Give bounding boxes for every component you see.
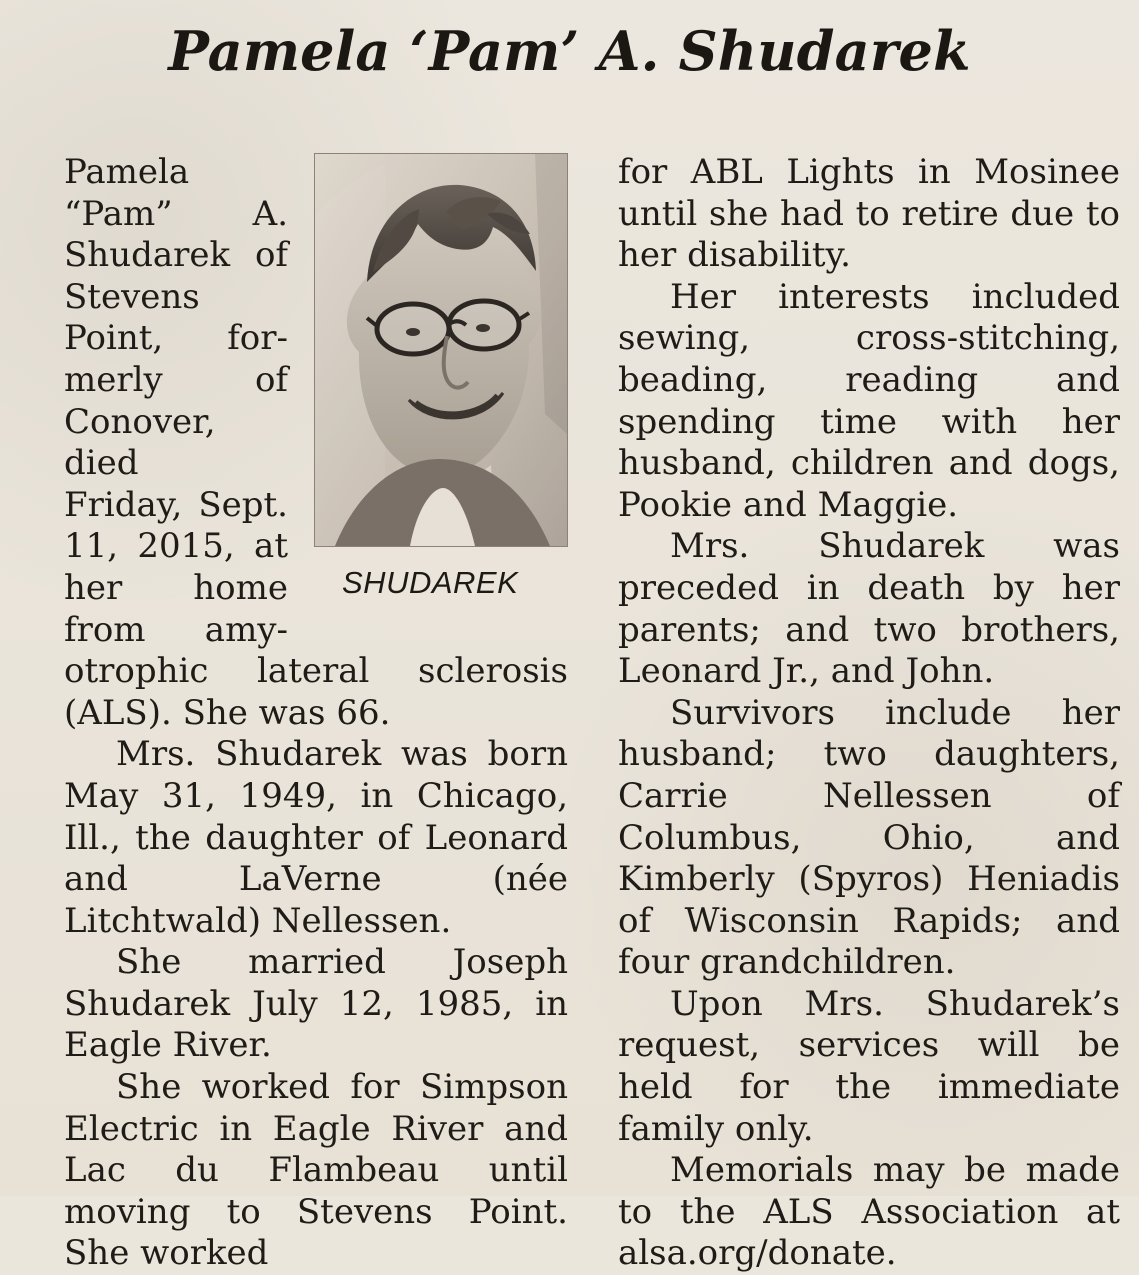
intro-wrapped-lines [64, 152, 288, 651]
intro-line-2: “Pam” A. [64, 193, 288, 234]
survivors-paragraph: Survivors include her husband; two daughters, Carrie Nellessen of Columbus, Ohio, and Kimberly (Spyros) Heniadis of Wisconsin Rapids; and four grandchildren. [618, 692, 1120, 983]
portrait-photo [314, 153, 568, 547]
intro-line-9: 11, 2015, at [64, 526, 288, 567]
birth-paragraph: Mrs. Shudarek was born May 31, 1949, in Chicago, Ill., the daughter of Leonard and LaVerne (née Litchtwald) Nellessen. [64, 734, 568, 941]
intro-line-11: from amy- [64, 609, 288, 650]
work-paragraph: She worked for Simpson Electric in Eagle River and Lac du Flambeau until moving to Stevens Point. She worked [64, 1067, 568, 1274]
intro-line-6: merly of [64, 359, 288, 400]
services-paragraph: Upon Mrs. Shudarek’s request, services will be held for the immediate family only. [618, 983, 1120, 1149]
right-column [618, 152, 1120, 1275]
portrait-block [314, 153, 568, 611]
intro-line-7: Conover, died [64, 401, 216, 484]
intro-tail-text: otrophic lateral sclerosis (ALS). She was 66. [64, 651, 568, 733]
intro-line-5: Point, for- [64, 318, 288, 359]
interests-paragraph: Her interests included sewing, cross-stitching, beading, reading and spending time with her husband, children and dogs, Pookie and Maggie. [618, 276, 1120, 525]
intro-tail-wrapper [64, 651, 568, 1275]
intro-line-4: Stevens [64, 276, 200, 317]
photo-caption: SHUDAREK [342, 565, 519, 600]
intro-line-1: Pamela [64, 152, 190, 192]
obituary-headline: Pamela ‘Pam’ A. Shudarek [168, 19, 971, 83]
memorials-paragraph: Memorials may be made to the ALS Association at alsa.org/donate. [618, 1150, 1120, 1274]
intro-line-8: Friday, Sept. [64, 484, 288, 525]
employment-continuation: for ABL Lights in Mosinee until she had to retire due to her disability. [618, 152, 1120, 276]
preceded-in-death-paragraph: Mrs. Shudarek was preceded in death by her parents; and two brothers, Leonard Jr., and John. [618, 526, 1120, 692]
intro-line-3: Shudarek of [64, 235, 288, 276]
marriage-paragraph: She married Joseph Shudarek July 12, 1985, in Eagle River. [64, 942, 568, 1066]
intro-line-10: her home [64, 567, 288, 608]
